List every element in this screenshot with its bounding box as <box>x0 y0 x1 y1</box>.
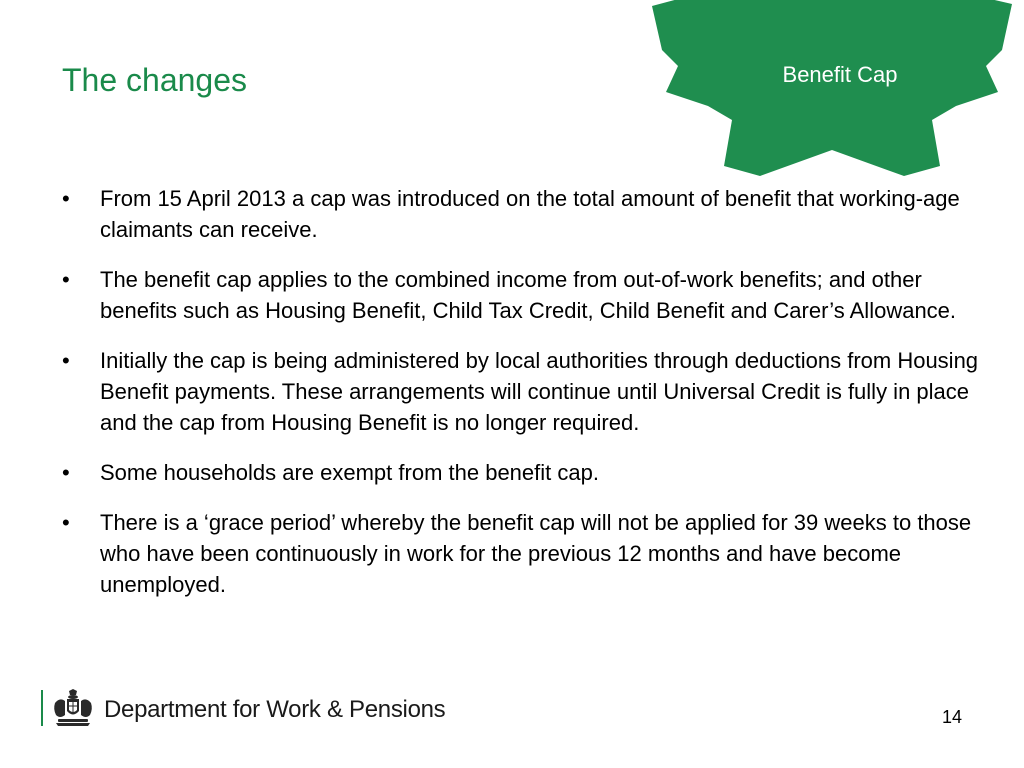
bullet-list <box>62 183 982 619</box>
bullet-text: There is a ‘grace period’ whereby the benefit cap will not be applied for 39 weeks to those who have been continuously in work for the previous 12 months and have become unemployed. <box>100 510 972 597</box>
bullet-dot: • <box>62 186 70 211</box>
royal-coat-of-arms-icon <box>52 689 94 727</box>
footer-divider <box>41 690 43 726</box>
gear-icon <box>640 0 1024 190</box>
bullet-item <box>62 183 982 245</box>
department-name: Department for Work & Pensions <box>104 696 446 723</box>
bullet-text: The benefit cap applies to the combined income from out-of-work benefits; and other benefits such as Housing Benefit, Child Tax Credit, Child Benefit and Carer’s Allowance. <box>100 267 957 323</box>
bullet-text: Initially the cap is being administered by local authorities through deductions from Housing Benefit payments. These arrangements will continue until Universal Credit is fully in place and the cap from Housing Benefit is no longer required. <box>100 348 979 435</box>
bullet-dot: • <box>62 460 70 485</box>
slide-title: The changes <box>62 62 248 98</box>
page-number: 14 <box>941 707 962 727</box>
section-label: Benefit Cap <box>782 62 898 87</box>
bullet-dot: • <box>62 267 70 292</box>
bullet-dot: • <box>62 510 70 535</box>
bullet-dot: • <box>62 348 70 373</box>
bullet-item <box>62 457 982 488</box>
bullet-item <box>62 264 982 326</box>
bullet-text: Some households are exempt from the benefit cap. <box>100 460 599 485</box>
bullet-text: From 15 April 2013 a cap was introduced on the total amount of benefit that working-age claimants can receive. <box>100 186 960 242</box>
bullet-item <box>62 345 982 438</box>
bullet-item <box>62 507 982 600</box>
